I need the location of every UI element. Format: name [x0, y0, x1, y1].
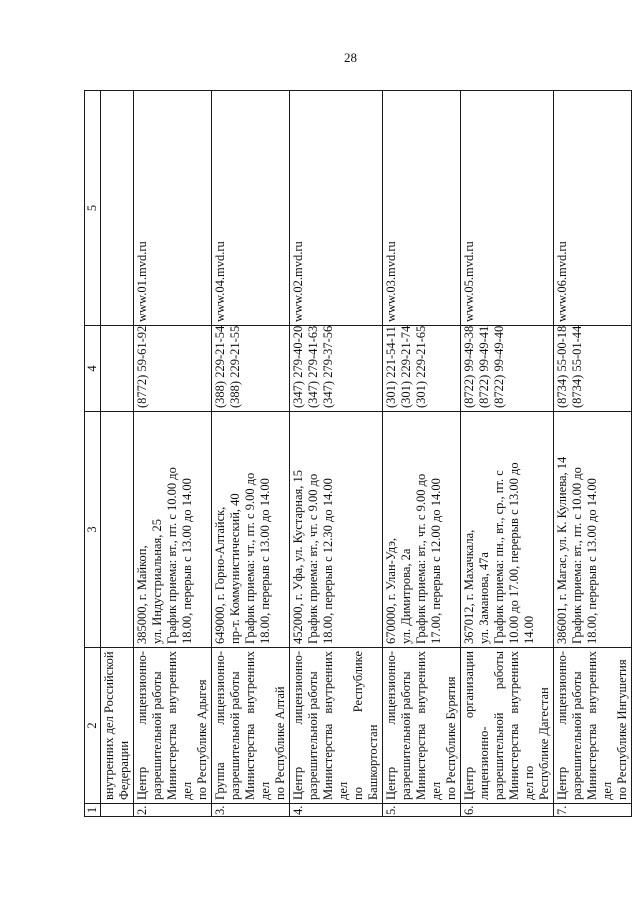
header-row	[85, 91, 101, 817]
table-row	[461, 91, 554, 817]
phone-line: (8722) 99-49-41	[477, 325, 491, 408]
website-cell: www.05.mvd.ru	[461, 91, 554, 326]
table-row	[212, 91, 290, 817]
organization-name-line: Центр организации лицензионно-разрешительной работы Министерства внутренних дел по	[462, 651, 536, 800]
website-cell: www.02.mvd.ru	[290, 91, 383, 326]
address-line: График приема: вт., чт. с 9.00 до	[414, 473, 428, 644]
table-row	[290, 91, 383, 817]
address-schedule-cell	[290, 412, 383, 648]
address-line: График приема: вт., пт. с 10.00 до	[570, 467, 584, 644]
phone-cell	[554, 326, 632, 412]
address-line: 17.00, перерыв с 12.00 до 14.00	[429, 478, 443, 644]
address-line: График приема: пн., вт., ср., пт. с	[492, 470, 506, 644]
phone-line: (347) 279-40-20	[291, 325, 305, 408]
address-line: График приема: вт., чт. с 9.00 до	[306, 473, 320, 644]
address-line: 649000, г. Горно-Алтайск,	[213, 506, 227, 644]
website-cell: www.04.mvd.ru	[212, 91, 290, 326]
address-line: 14.00	[522, 615, 536, 644]
phone-line: (8734) 55-01-44	[570, 325, 584, 408]
address-schedule-cell	[134, 412, 212, 648]
phone-line: (8772) 59-61-92	[135, 325, 149, 408]
organization-name-line: Республике Дагестан	[537, 687, 551, 800]
address-schedule-cell	[383, 412, 461, 648]
address-line: 367012, г. Махачкала,	[462, 529, 476, 644]
organization-name-cell	[383, 648, 461, 804]
table-row	[134, 91, 212, 817]
address-line: 18.00, перерыв с 13.00 до 14.00	[585, 478, 599, 644]
phone-line: (8734) 55-00-18	[555, 325, 569, 408]
address-line: 18.00, перерыв с 13.00 до 14.00	[180, 478, 194, 644]
phone-line: (347) 279-37-56	[321, 325, 335, 408]
phone-line: (388) 229-21-54	[213, 325, 227, 408]
address-line: График приема: чт., пт. с 9.00 до	[243, 472, 257, 644]
row-number-cell: 4.	[290, 804, 383, 817]
organization-name-line: Центр лицензионно-разрешительной работы	[135, 651, 164, 800]
organization-name-line: Министерства внутренних дел	[321, 651, 350, 800]
continuation-phone-cell	[101, 326, 134, 412]
website-cell: www.06.mvd.ru	[554, 91, 632, 326]
licensing-centers-table	[84, 90, 632, 817]
continuation-website-cell	[101, 91, 134, 326]
organization-name-line: Министерства внутренних дел	[243, 651, 272, 800]
continuation-name-line: Федерации	[117, 740, 131, 800]
phone-line: (301) 229-21-74	[399, 325, 413, 408]
row-number-cell: 5.	[383, 804, 461, 817]
organization-name-line: Министерства внутренних дел	[165, 651, 194, 800]
address-line: 18.00, перерыв с 12.30 до 14.00	[321, 478, 335, 644]
rotated-table-wrapper	[84, 90, 629, 817]
phone-line: (8722) 99-49-38	[462, 325, 476, 408]
phone-line: (347) 279-41-63	[306, 325, 320, 408]
continuation-num-cell	[101, 804, 134, 817]
phone-line: (301) 229-21-65	[414, 325, 428, 408]
address-line: ул. Индустриальная, 25	[150, 519, 164, 644]
phone-cell	[461, 326, 554, 412]
phone-cell	[212, 326, 290, 412]
address-schedule-cell	[554, 412, 632, 648]
continuation-row	[101, 91, 134, 817]
address-line: 386001, г. Магас, ул. К. Кулиева, 14	[555, 456, 569, 644]
organization-name-cell	[461, 648, 554, 804]
organization-name-line: Центр лицензионно-разрешительной работы	[555, 651, 584, 800]
row-number-cell: 6.	[461, 804, 554, 817]
address-line: 18.00, перерыв с 13.00 до 14.00	[258, 478, 272, 644]
column-header-3: 3	[85, 412, 101, 648]
website-cell: www.03.mvd.ru	[383, 91, 461, 326]
phone-line: (388) 229-21-55	[228, 325, 242, 408]
address-line: 10.00 до 17.00, перерыв с 13.00 до	[507, 462, 521, 644]
phone-cell	[383, 326, 461, 412]
table-row	[554, 91, 632, 817]
row-number-cell: 7.	[554, 804, 632, 817]
address-line: График приема: вт., пт. с 10.00 до	[165, 467, 179, 644]
continuation-name-line: внутренних дел Российской	[102, 651, 116, 800]
website-cell: www.01.mvd.ru	[134, 91, 212, 326]
address-line: пр-т. Коммунистический, 40	[228, 493, 242, 644]
column-header-4: 4	[85, 326, 101, 412]
organization-name-line: Министерства внутренних дел	[414, 651, 443, 800]
address-line: 670000, г. Улан-Удэ,	[384, 537, 398, 644]
continuation-name-cell	[101, 648, 134, 804]
row-number-cell: 2.	[134, 804, 212, 817]
organization-name-line: по Республике Ингушетия	[615, 659, 629, 800]
organization-name-line: Центр лицензионно-разрешительной работы	[384, 651, 413, 800]
column-header-1: 1	[85, 804, 101, 817]
organization-name-line: по Республике Бурятия	[444, 676, 458, 800]
address-line: 385000, г. Майкоп,	[135, 545, 149, 644]
phone-cell	[134, 326, 212, 412]
phone-line: (301) 221-54-11	[384, 326, 398, 408]
page-number: 28	[344, 50, 357, 65]
organization-name-line: по Республике Адыгея	[195, 679, 209, 800]
address-schedule-cell	[461, 412, 554, 648]
phone-line: (8722) 99-49-40	[492, 325, 506, 408]
organization-name-cell	[554, 648, 632, 804]
column-header-2: 2	[85, 648, 101, 804]
organization-name-line: по Республике Башкортостан	[351, 651, 380, 800]
organization-name-line: Центр лицензионно-разрешительной работы	[291, 651, 320, 800]
table-row	[383, 91, 461, 817]
row-number-cell: 3.	[212, 804, 290, 817]
continuation-address-cell	[101, 412, 134, 648]
address-line: ул. Димитрова, 2а	[399, 548, 413, 644]
organization-name-cell	[134, 648, 212, 804]
address-schedule-cell	[212, 412, 290, 648]
address-line: 452000, г. Уфа, ул. Кустарная, 15	[291, 470, 305, 644]
phone-cell	[290, 326, 383, 412]
organization-name-line: Министерства внутренних дел	[585, 651, 614, 800]
organization-name-cell	[290, 648, 383, 804]
address-line: ул. Заманова, 47а	[477, 552, 491, 644]
organization-name-line: по Республике Алтай	[273, 686, 287, 800]
organization-name-cell	[212, 648, 290, 804]
column-header-5: 5	[85, 91, 101, 326]
organization-name-line: Группа лицензионно-разрешительной работы	[213, 651, 242, 800]
